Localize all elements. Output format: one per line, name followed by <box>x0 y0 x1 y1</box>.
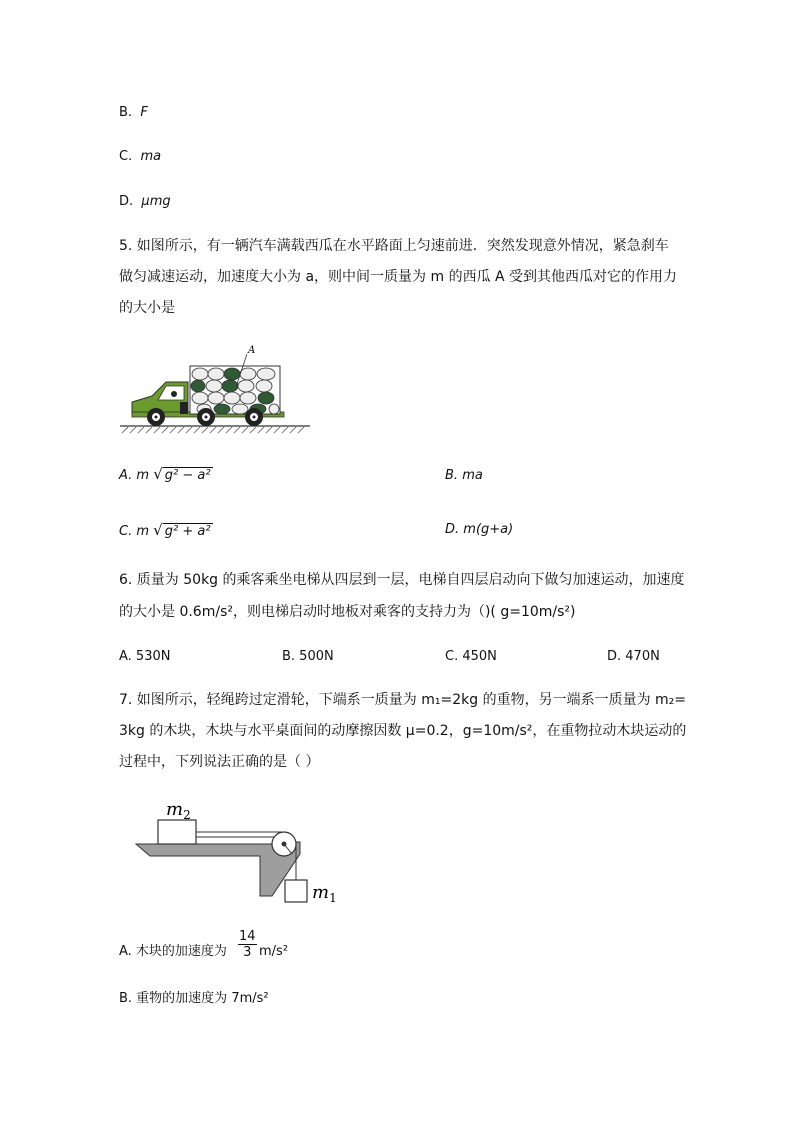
truck-watermelon-figure <box>118 340 313 436</box>
q5-option-d <box>445 521 513 539</box>
sqrt-icon: √ <box>153 465 163 483</box>
q5-option-a <box>119 465 213 485</box>
option-expr: μmg <box>141 194 171 209</box>
option-expr: ma <box>462 468 483 483</box>
q5-line3: 的大小是 <box>119 300 175 316</box>
sqrt-icon: √ <box>153 521 163 539</box>
option-expr: F <box>140 105 148 120</box>
pulley-figure <box>130 792 345 910</box>
q6-option-b: B. 500N <box>282 649 334 664</box>
fraction-denominator: 3 <box>243 945 252 960</box>
wheel-rear <box>245 408 263 426</box>
option-b-top <box>119 104 148 122</box>
q6-option-d: D. 470N <box>607 649 660 664</box>
q5-line1: 5. 如图所示，有一辆汽车满载西瓜在水平路面上匀速前进．突然发现意外情况，紧急刹车 <box>119 238 669 254</box>
option-prefix: m <box>136 468 150 483</box>
q6-option-c: C. 450N <box>445 649 497 664</box>
q7-option-a-fraction <box>238 929 257 960</box>
q5-option-c <box>119 521 213 541</box>
option-label: B. <box>445 468 459 483</box>
option-label: C. <box>119 149 133 164</box>
q5-option-b <box>445 467 483 485</box>
pulley-icon <box>272 832 296 856</box>
option-label: C. <box>119 524 133 539</box>
option-expr: m(g+a) <box>463 522 514 537</box>
q7-line1: 7. 如图所示，轻绳跨过定滑轮，下端系一质量为 m₁=2kg 的重物，另一端系一质量为 m₂= <box>119 692 687 708</box>
label-m1: $m_1$ <box>312 882 337 905</box>
option-label: D. <box>119 194 134 209</box>
q7-option-a-unit: m/s² <box>259 944 289 959</box>
wheel-front <box>147 408 165 426</box>
radicand: g² − a² <box>164 468 211 483</box>
fig-label-a: A <box>248 345 256 356</box>
option-label: A. <box>119 468 133 483</box>
option-label: D. <box>445 522 460 537</box>
block-m1 <box>285 880 307 902</box>
q5-line2: 做匀减速运动，加速度大小为 a，则中间一质量为 m 的西瓜 A 受到其他西瓜对它的作用力 <box>119 269 678 285</box>
option-d-top <box>119 193 171 211</box>
option-c-top <box>119 148 161 166</box>
label-m2: $m_2$ <box>166 799 191 822</box>
q6-line1: 6. 质量为 50kg 的乘客乘坐电梯从四层到一层，电梯自四层启动向下做匀加速运动，加速度 <box>119 572 685 588</box>
q6-option-a: A. 530N <box>119 649 171 664</box>
radicand: g² + a² <box>164 524 211 539</box>
fraction-numerator: 14 <box>239 929 256 944</box>
option-expr: ma <box>140 149 162 164</box>
option-prefix: m <box>136 524 150 539</box>
q7-line3: 过程中，下列说法正确的是（ ） <box>119 754 320 770</box>
block-m2 <box>158 820 196 844</box>
option-label: B. <box>119 105 133 120</box>
wheel-mid <box>197 408 215 426</box>
q7-option-b: B. 重物的加速度为 7m/s² <box>119 991 269 1006</box>
q7-line2: 3kg 的木块，木块与水平桌面间的动摩擦因数 μ=0.2，g=10m/s²，在重物拉动木块运动的 <box>119 723 687 739</box>
q7-option-a-text: A. 木块的加速度为 <box>119 944 227 959</box>
q6-line2: 的大小是 0.6m/s²，则电梯启动时地板对乘客的支持力为（)( g=10m/s²) <box>119 604 576 620</box>
